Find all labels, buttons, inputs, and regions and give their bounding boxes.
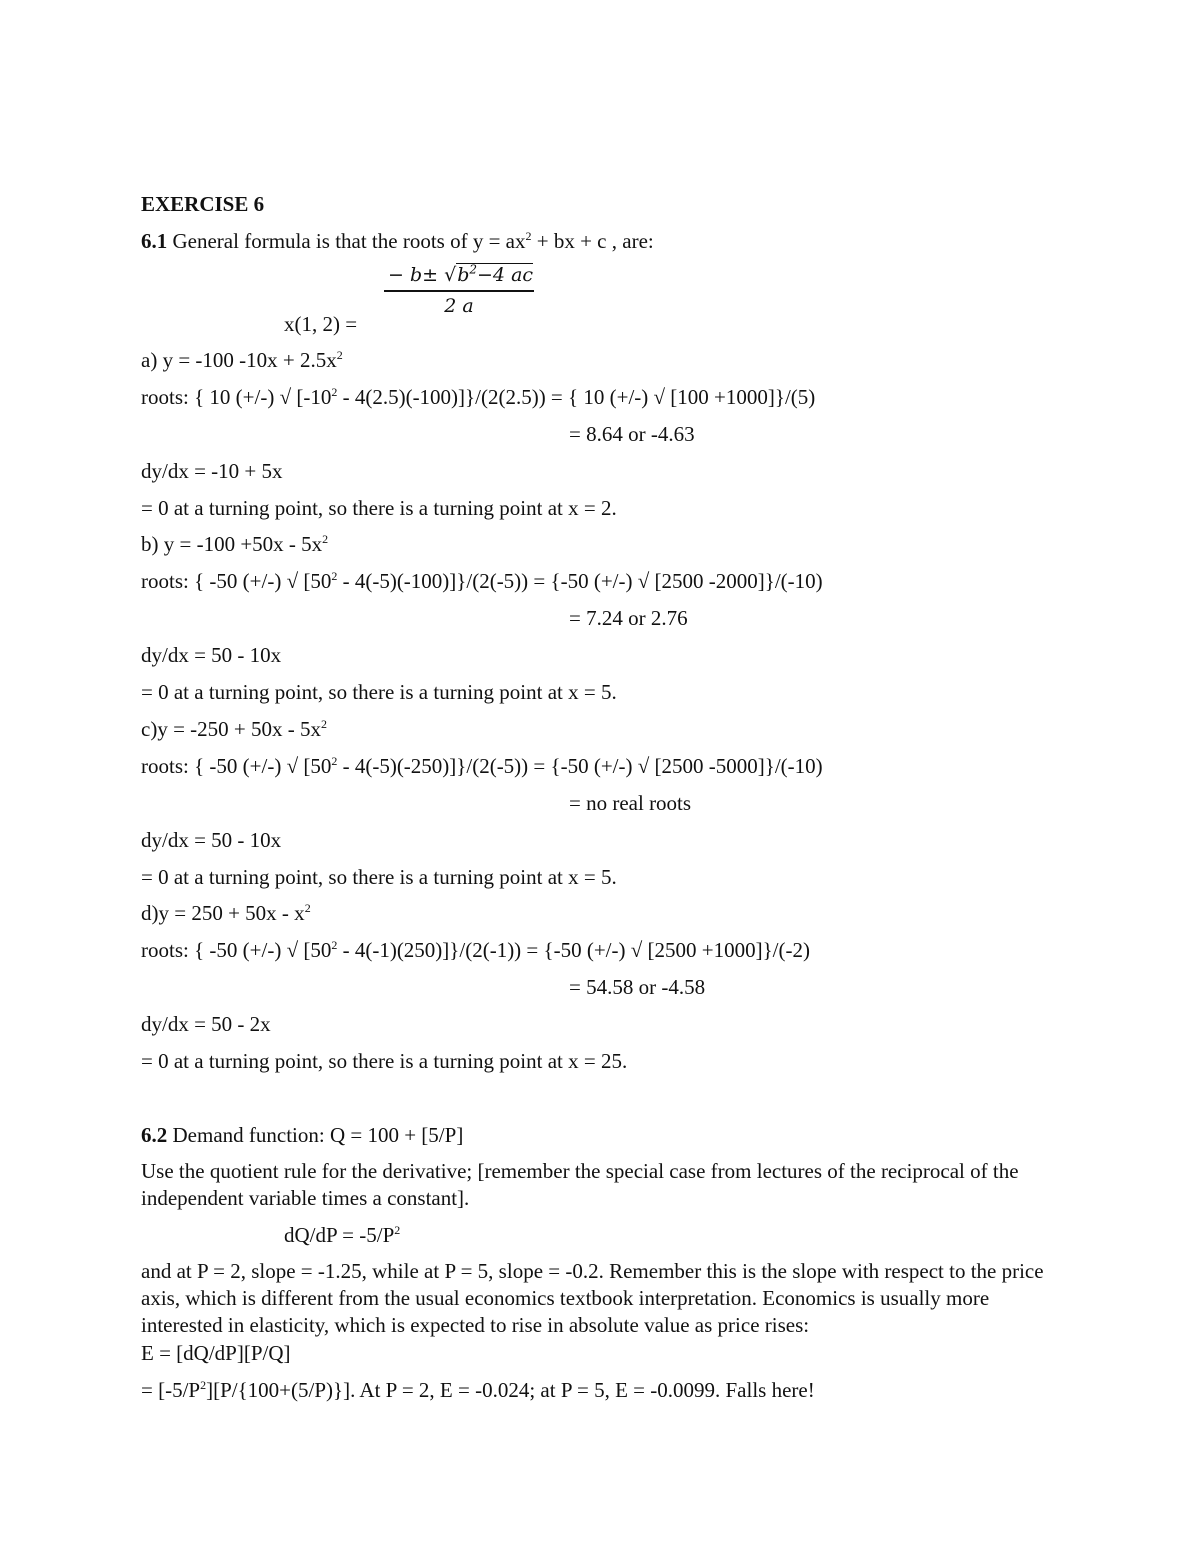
s61-intro-sup: 2 [525,229,532,243]
part-b-turning-point: = 0 at a turning point, so there is a turning point at x = 5. [141,680,617,704]
part-b-eq-text: b) y = -100 +50x - 5x [141,532,323,556]
s62-elasticity-calculation [141,1377,815,1403]
part-a-roots-1: roots: { 10 (+/-) √ [-10 [141,385,332,409]
part-d-derivative: dy/dx = 50 - 2x [141,1012,271,1036]
s62-demand-text: Demand function: Q = 100 + [5/P] [167,1123,464,1147]
formula-denominator: 2 a [444,295,474,317]
part-a-eq-sup: 2 [336,348,343,362]
part-c-roots [141,753,823,779]
part-b-roots-2: - 4(-5)(-100)]}/(2(-5)) = {-50 (+/-) √ [2500 -2000]}/(-10) [337,569,823,593]
part-a-roots-2: - 4(2.5)(-100)]}/(2(2.5)) = { 10 (+/-) √ [100 +1000]}/(5) [337,385,816,409]
part-c-result: = no real roots [569,791,692,815]
part-a-eq-text: a) y = -100 -10x + 2.5x [141,348,337,372]
s62-elast-1: = [-5/P [141,1378,201,1402]
part-c-eq-sup: 2 [321,717,327,731]
part-d-roots-1: roots: { -50 (+/-) √ [50 [141,938,332,962]
part-c-equation [141,716,327,742]
part-a-roots-sup: 2 [331,385,338,399]
part-c-roots-2: - 4(-5)(-250)]}/(2(-5)) = {-50 (+/-) √ [2500 -5000]}/(-10) [337,754,823,778]
part-d-roots-sup: 2 [331,938,338,952]
s62-quotient-rule: Use the quotient rule for the derivative; [remember the special case from lectures of the reciprocal of the independent variable times a constant]. [141,1159,1019,1210]
part-b-roots [141,568,823,594]
x12-label: x(1, 2) = [284,312,358,336]
s61-intro-a: General formula is that the roots of y = ax [167,229,526,253]
part-b-roots-sup: 2 [331,569,338,583]
s61-intro-b: + bx + c , are: [531,229,654,253]
part-d-eq-text: d)y = 250 + 50x - x [141,901,305,925]
formula-numerator [384,262,534,292]
part-d-roots-2: - 4(-1)(250)]}/(2(-1)) = {-50 (+/-) √ [2500 +1000]}/(-2) [337,938,810,962]
part-b-eq-sup: 2 [322,532,329,546]
sqrt-symbol: √ [444,264,457,286]
part-c-roots-1: roots: { -50 (+/-) √ [50 [141,754,332,778]
part-c-roots-sup: 2 [331,754,338,768]
s62-number: 6.2 [141,1123,168,1147]
part-c-eq-text: c)y = -250 + 50x - 5x [141,717,321,741]
s62-demand [141,1122,463,1148]
part-b-derivative: dy/dx = 50 - 10x [141,643,282,667]
part-a-derivative: dy/dx = -10 + 5x [141,459,283,483]
s62-dqdp-sup: 2 [394,1223,401,1237]
s62-slope-paragraph: and at P = 2, slope = -1.25, while at P = 5, slope = -0.2. Remember this is the slope with respect to the price axis, which is different from the usual economics textbook interpretation. Economics is usually more interested in elasticity, which is expected to rise in absolute value as price rises: [141,1259,1044,1337]
exercise-title: EXERCISE 6 [141,192,265,216]
s62-dqdp-text: dQ/dP = -5/P [284,1223,395,1247]
s61-intro [141,228,654,254]
part-d-eq-sup: 2 [304,901,311,915]
part-d-roots [141,937,810,963]
s62-elast-2: ][P/{100+(5/P)}]. At P = 2, E = -0.024; at P = 5, E = -0.0099. Falls here! [206,1378,815,1402]
s62-elasticity-definition: E = [dQ/dP][P/Q] [141,1341,291,1365]
part-b-equation [141,531,328,557]
part-b-roots-1: roots: { -50 (+/-) √ [50 [141,569,332,593]
formula-radicand [456,263,533,286]
part-a-roots [141,384,815,410]
radicand-b: b [457,264,470,286]
part-d-result: = 54.58 or -4.58 [569,975,706,999]
part-c-turning-point: = 0 at a turning point, so there is a turning point at x = 5. [141,865,617,889]
s62-elast-sup: 2 [200,1378,207,1392]
quadratic-formula [384,262,534,320]
part-c-derivative: dy/dx = 50 - 10x [141,828,282,852]
radicand-rest: −4 ac [477,264,534,286]
part-b-result: = 7.24 or 2.76 [569,606,688,630]
part-a-turning-point: = 0 at a turning point, so there is a turning point at x = 2. [141,496,617,520]
part-d-turning-point: = 0 at a turning point, so there is a turning point at x = 25. [141,1049,628,1073]
formula-num-a: − b± [388,264,445,286]
s62-derivative [284,1222,400,1248]
part-a-result: = 8.64 or -4.63 [569,422,695,446]
radicand-sup: 2 [469,262,478,277]
part-d-equation [141,900,311,926]
part-a-equation [141,347,343,373]
s61-number: 6.1 [141,229,168,253]
